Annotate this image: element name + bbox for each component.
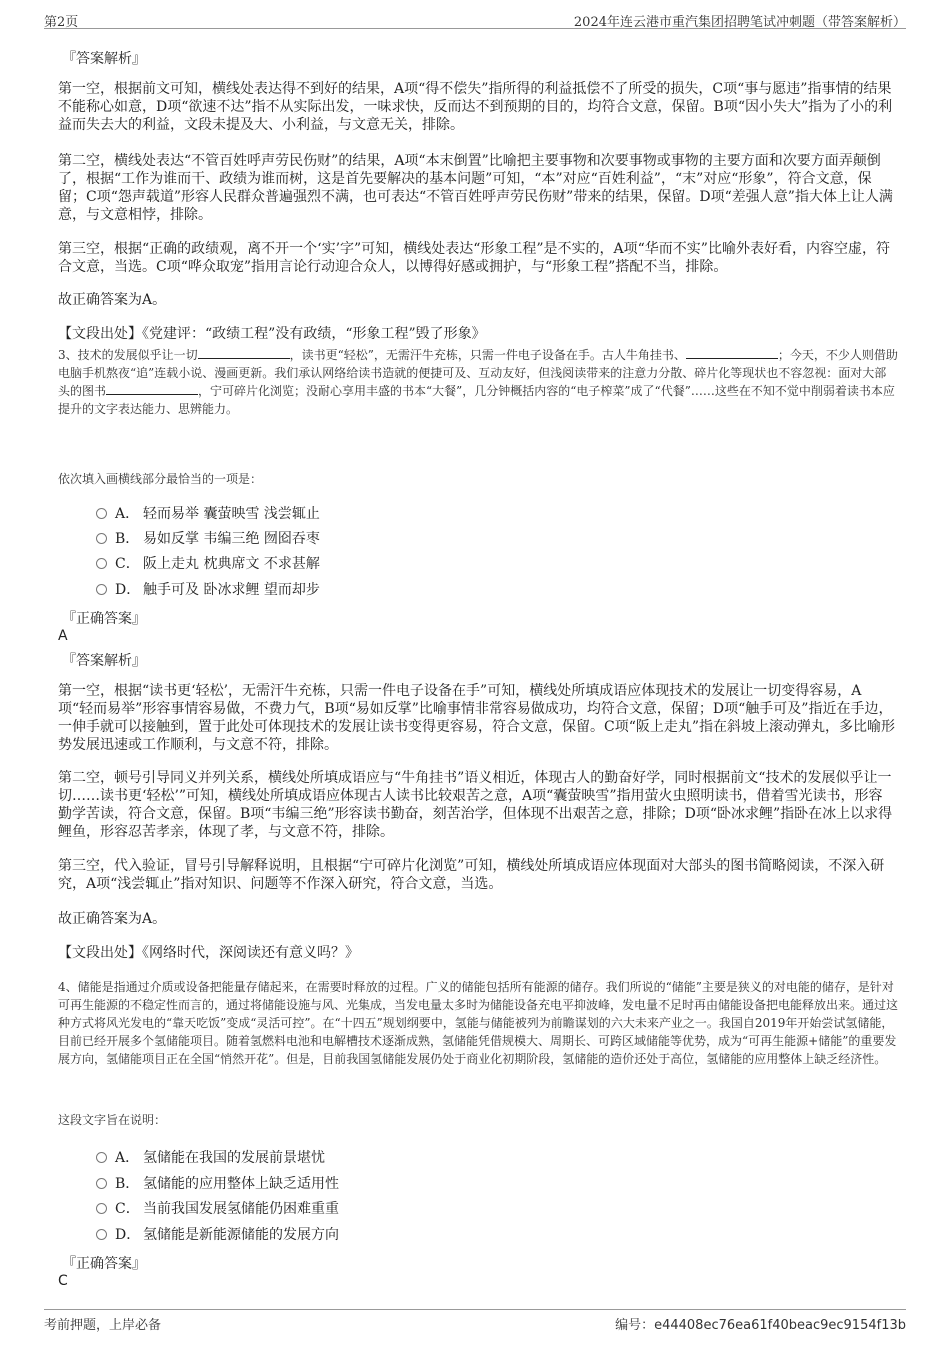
code-label: 编号：: [615, 1318, 655, 1333]
q2-analysis-para1: 第一空，根据前文可知，横线处表达得不到好的结果，A项“得不偿失”指所得的利益抵偿不了所受的损失，C项“事与愿违”指事情的结果不能称心如意，D项“欲速不达”指不从实际出发，一味求快，反而达不到预期的目的，均符合文意，保留。B项“因小失大”指为了小的利益而失去大的利益，文段未提及大、小利益，与文意无关，排除。: [58, 81, 893, 133]
q2-conclusion: 故正确答案为A。: [58, 292, 167, 308]
option-letter: B．: [115, 531, 140, 547]
q3-option-b[interactable]: [96, 530, 320, 548]
q3-correct-answer: A: [58, 628, 68, 644]
option-text: 氢储能的应用整体上缺乏适用性: [143, 1176, 339, 1192]
q2-analysis-tag: 『答案解析』: [62, 51, 146, 67]
q3-blank-1: [198, 347, 290, 359]
radio-icon[interactable]: [96, 1203, 107, 1214]
q4-correct-answer: C: [58, 1273, 68, 1289]
q3-blank-2: [686, 347, 778, 359]
radio-icon[interactable]: [96, 508, 107, 519]
q3-correct-tag: 『正确答案』: [62, 611, 146, 627]
page-number: 第2页: [44, 15, 79, 30]
q4-option-a[interactable]: [96, 1149, 325, 1167]
page-footer: [44, 1309, 906, 1332]
option-letter: A．: [115, 1150, 140, 1166]
document-code: [615, 1314, 906, 1333]
q3-stem-part1: 3、技术的发展似乎让一切: [58, 348, 198, 362]
option-letter: D．: [115, 582, 141, 598]
q4-option-b[interactable]: [96, 1175, 339, 1193]
radio-icon[interactable]: [96, 1229, 107, 1240]
option-text: 氢储能在我国的发展前景堪忧: [143, 1150, 325, 1166]
option-text: 轻而易举 囊萤映雪 浅尝辄止: [143, 506, 320, 522]
q3-stem-part2: ，读书更“轻松”，无需汗牛充栋，只需一件电子设备在手。古人牛角挂书、: [289, 348, 686, 362]
option-letter: C．: [115, 1201, 140, 1217]
q3-option-a[interactable]: [96, 505, 320, 523]
option-text: 阪上走丸 枕典席文 不求甚解: [143, 556, 320, 572]
document-title: 2024年连云港市重汽集团招聘笔试冲刺题（带答案解析）: [573, 15, 906, 30]
q4-prompt: 这段文字旨在说明：: [58, 1113, 167, 1127]
radio-icon[interactable]: [96, 1152, 107, 1163]
q4-correct-tag: 『正确答案』: [62, 1256, 146, 1272]
q2-source: 【文段出处】《党建评：“政绩工程”没有政绩，“形象工程”毁了形象》: [58, 326, 486, 342]
q3-blank-3: [106, 383, 198, 395]
q3-option-d[interactable]: [96, 581, 320, 599]
q3-prompt: 依次填入画横线部分最恰当的一项是：: [58, 472, 263, 486]
q3-analysis-para2: 第二空，顿号引导同义并列关系，横线处所填成语应与“牛角挂书”语义相近，体现古人的勤奋好学，同时根据前文“技术的发展似乎让一切……读书更‘轻松’”可知，横线处所填成语应体现古人读书比较艰苦之意，A项“囊萤映雪”指用萤火虫照明读书，借着雪光读书，形容勤学苦读，符合文意，保留。B项“韦编三绝”形容读书勤奋，刻苦治学，但体现不出艰苦之意，排除；D项“卧冰求鲤”指卧在冰上以求得鲤鱼，形容忍苦孝亲，体现了孝，与文意不符，排除。: [58, 770, 893, 840]
q2-analysis-para3: 第三空，根据“正确的政绩观，离不开一个‘实’字”可知，横线处表达“形象工程”是不实的，A项“华而不实”比喻外表好看，内容空虚，符合文意，当选。C项“哗众取宠”指用言论行动迎合众人，以博得好感或拥护，与“形象工程”搭配不当，排除。: [58, 241, 890, 275]
radio-icon[interactable]: [96, 584, 107, 595]
q4-stem: 4、储能是指通过介质或设备把能量存储起来，在需要时释放的过程。广义的储能包括所有能源的储存。我们所说的“储能”主要是狭义的对电能的储存，是针对可再生能源的不稳定性而言的，通过将储能设施与风、光集成，当发电量太多时为储能设备充电平抑波峰，发电量不足时再由储能设备把电能释放出来。通过这种方式将风光发电的“靠天吃饭”变成“灵活可控”。在“十四五”规划纲要中，氢能与储能被列为前瞻谋划的六大未来产业之一。我国自2019年开始尝试氢储能，目前已经开展多个氢储能项目。随着氢燃料电池和电解槽技术逐渐成熟，氢储能凭借规模大、周期长、可跨区域储能等优势，成为“可再生能源+储能”的重要发展方向，氢储能项目正在全国“悄然开花”。但是，目前我国氢储能发展仍处于商业化初期阶段，氢储能的造价还处于高位，氢储能的应用整体上缺乏经济性。: [58, 980, 899, 1066]
option-letter: C．: [115, 556, 140, 572]
option-text: 易如反掌 韦编三绝 囫囵吞枣: [143, 531, 320, 547]
q2-analysis-para2: 第二空，横线处表达“不管百姓呼声劳民伤财”的结果，A项“本末倒置”比喻把主要事物和次要事物或事物的主要方面和次要方面弄颠倒了，根据“工作为谁而干、政绩为谁而树，这是首先要解决的基本问题”可知，“本”对应“百姓利益”，“末”对应“形象”，符合文意，保留；C项“怨声载道”形容人民群众普遍强烈不满，也可表达“不管百姓呼声劳民伤财”带来的结果，保留。D项“差强人意”指大体上让人满意，与文意相悖，排除。: [58, 153, 893, 223]
q3-analysis-para1: 第一空，根据“读书更‘轻松’，无需汗牛充栋，只需一件电子设备在手”可知，横线处所填成语应体现技术的发展让一切变得容易，A项“轻而易举”形容事情容易做，不费力气，B项“易如反掌”比喻事情非常容易做成功，均符合文意，保留；D项“触手可及”指近在手边，一伸手就可以接触到，置于此处可体现技术的发展让读书变得更容易，符合文意，保留。C项“阪上走丸”指在斜坡上滚动弹丸，多比喻形势发展迅速或工作顺利，与文意不符，排除。: [58, 683, 896, 753]
q3-stem: [58, 346, 898, 418]
page-header: [44, 8, 906, 29]
q3-conclusion: 故正确答案为A。: [58, 911, 167, 927]
q3-option-c[interactable]: [96, 555, 320, 573]
option-letter: A．: [115, 506, 140, 522]
q3-analysis-para3: 第三空，代入验证，冒号引导解释说明，且根据“宁可碎片化浏览”可知，横线处所填成语应体现面对大部头的图书简略阅读，不深入研究，A项“浅尝辄止”指对知识、问题等不作深入研究，符合文意，当选。: [58, 858, 885, 892]
q3-analysis-tag: 『答案解析』: [62, 653, 146, 669]
option-letter: B．: [115, 1176, 140, 1192]
code-value: e44408ec76ea61f40beac9ec9154f13b: [654, 1318, 906, 1333]
option-letter: D．: [115, 1227, 141, 1243]
q4-option-c[interactable]: [96, 1200, 339, 1218]
option-text: 触手可及 卧冰求鲤 望而却步: [143, 582, 320, 598]
radio-icon[interactable]: [96, 1178, 107, 1189]
radio-icon[interactable]: [96, 533, 107, 544]
q3-source: 【文段出处】《网络时代，深阅读还有意义吗？》: [58, 945, 359, 961]
option-text: 当前我国发展氢储能仍困难重重: [143, 1201, 339, 1217]
q3-stem-part4: ，宁可碎片化浏览；没耐心享用丰盛的书本“大餐”，几分钟概括内容的“电子榨菜”成了“代餐”……这些在不知不觉中削弱着读书本应提升的文字表达能力、思辨能力。: [58, 384, 895, 416]
option-text: 氢储能是新能源储能的发展方向: [143, 1227, 339, 1243]
q4-option-d[interactable]: [96, 1226, 339, 1244]
footer-slogan: 考前押题，上岸必备: [44, 1318, 162, 1333]
q3-stem-part3: ；今天，不少人则借助电脑手机熬夜“追”连载小说、漫画更新。我们承认网络给读书造就的便捷可及、互动友好，但浅阅读带来的注意力分散、碎片化等现状也不容忽视：面对大部头的图书: [58, 348, 898, 398]
radio-icon[interactable]: [96, 558, 107, 569]
